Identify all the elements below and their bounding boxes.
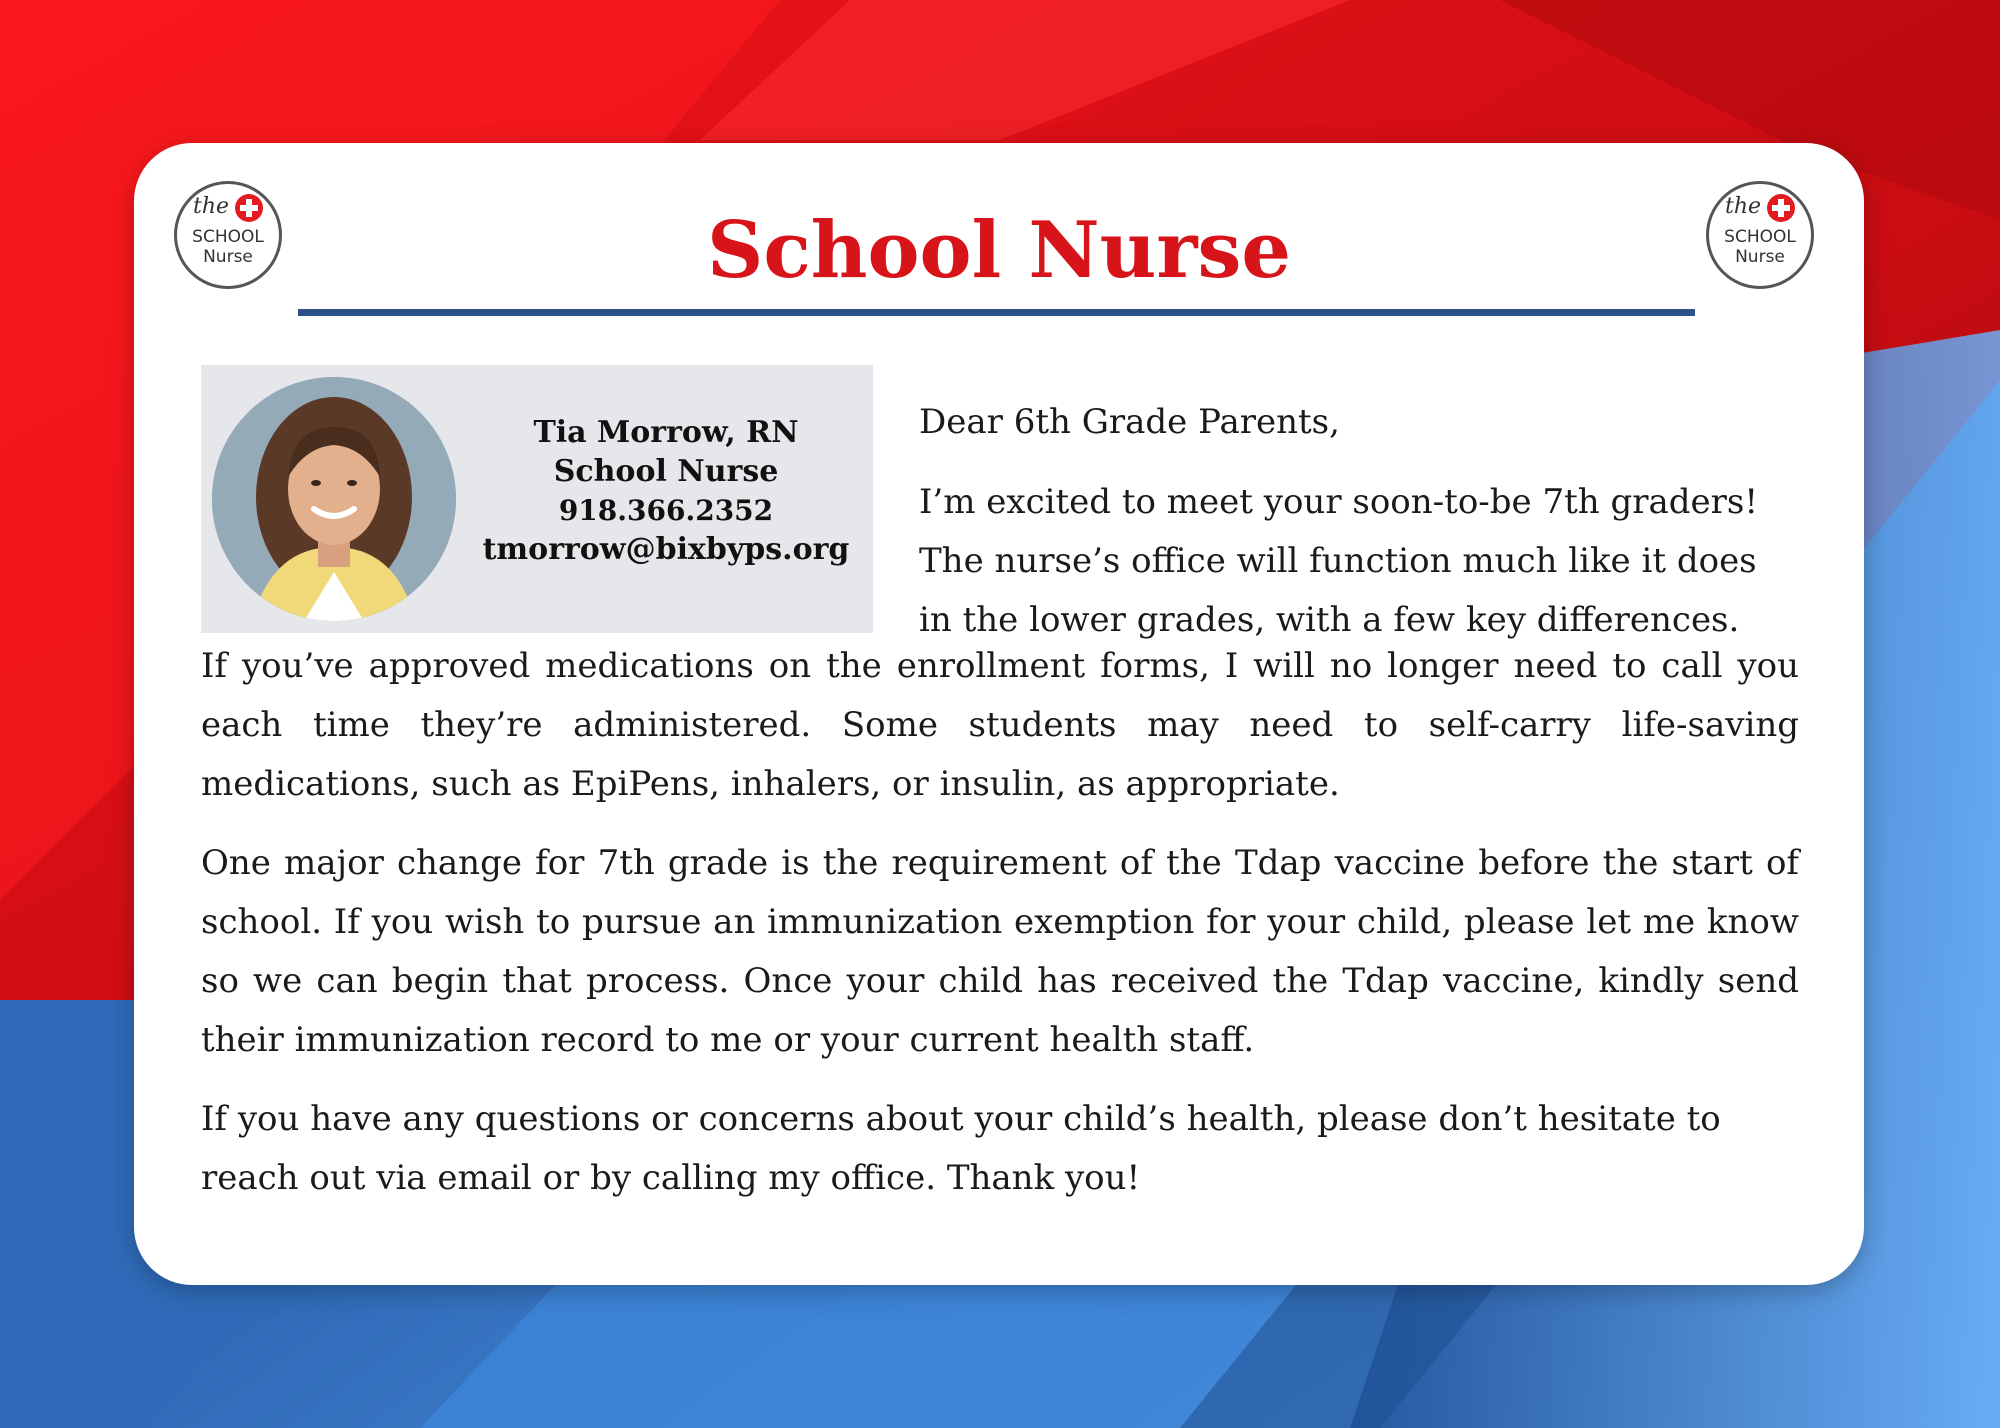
letter-paragraph-closing: If you have any questions or concerns about your child’s health, please don’t hesitate to reach out via email or by calling my office. Thank you! — [201, 1099, 1721, 1198]
nurse-photo — [212, 377, 456, 621]
page-title: School Nurse — [706, 205, 1291, 296]
nurse-phone: 918.366.2352 — [558, 494, 774, 527]
nurse-profile-box — [201, 365, 873, 633]
nurse-contact-info — [459, 413, 873, 569]
letter-intro-paragraph: I’m excited to meet your soon-to-be 7th graders! The nurse’s office will function much like it does in the lower grades, with a few key differences. — [919, 482, 1759, 640]
letter-paragraph-tdap: One major change for 7th grade is the requirement of the Tdap vaccine before the start of school. If you wish to pursue an immunization exemption for your child, please let me know so we can begin that process. Once your child has received the Tdap vaccine, kindly send their immunization record to me or your current health staff. — [201, 843, 1799, 1060]
letter-card — [134, 143, 1864, 1285]
letter-paragraph-medications: If you’ve approved medications on the enrollment forms, I will no longer need to call you each time they’re administered. Some students may need to self-carry life-saving medications, such as EpiPens, inhalers, or insulin, as appropriate. — [201, 646, 1799, 804]
letter-intro — [919, 393, 1799, 650]
nurse-name: Tia Morrow, RN — [533, 415, 799, 450]
logo-nurse-text: Nurse — [203, 247, 253, 267]
nurse-email: tmorrow@bixbyps.org — [482, 532, 850, 567]
letter-greeting: Dear 6th Grade Parents, — [919, 402, 1340, 442]
letter-body — [201, 637, 1799, 1228]
logo-school-text: SCHOOL — [192, 227, 264, 247]
title-divider — [298, 309, 1695, 316]
logo-the-text: the — [1725, 194, 1762, 219]
nurse-role: School Nurse — [553, 454, 779, 489]
logo-nurse-text: Nurse — [1735, 247, 1785, 267]
logo-school-text: SCHOOL — [1724, 227, 1796, 247]
logo-the-text: the — [193, 194, 230, 219]
